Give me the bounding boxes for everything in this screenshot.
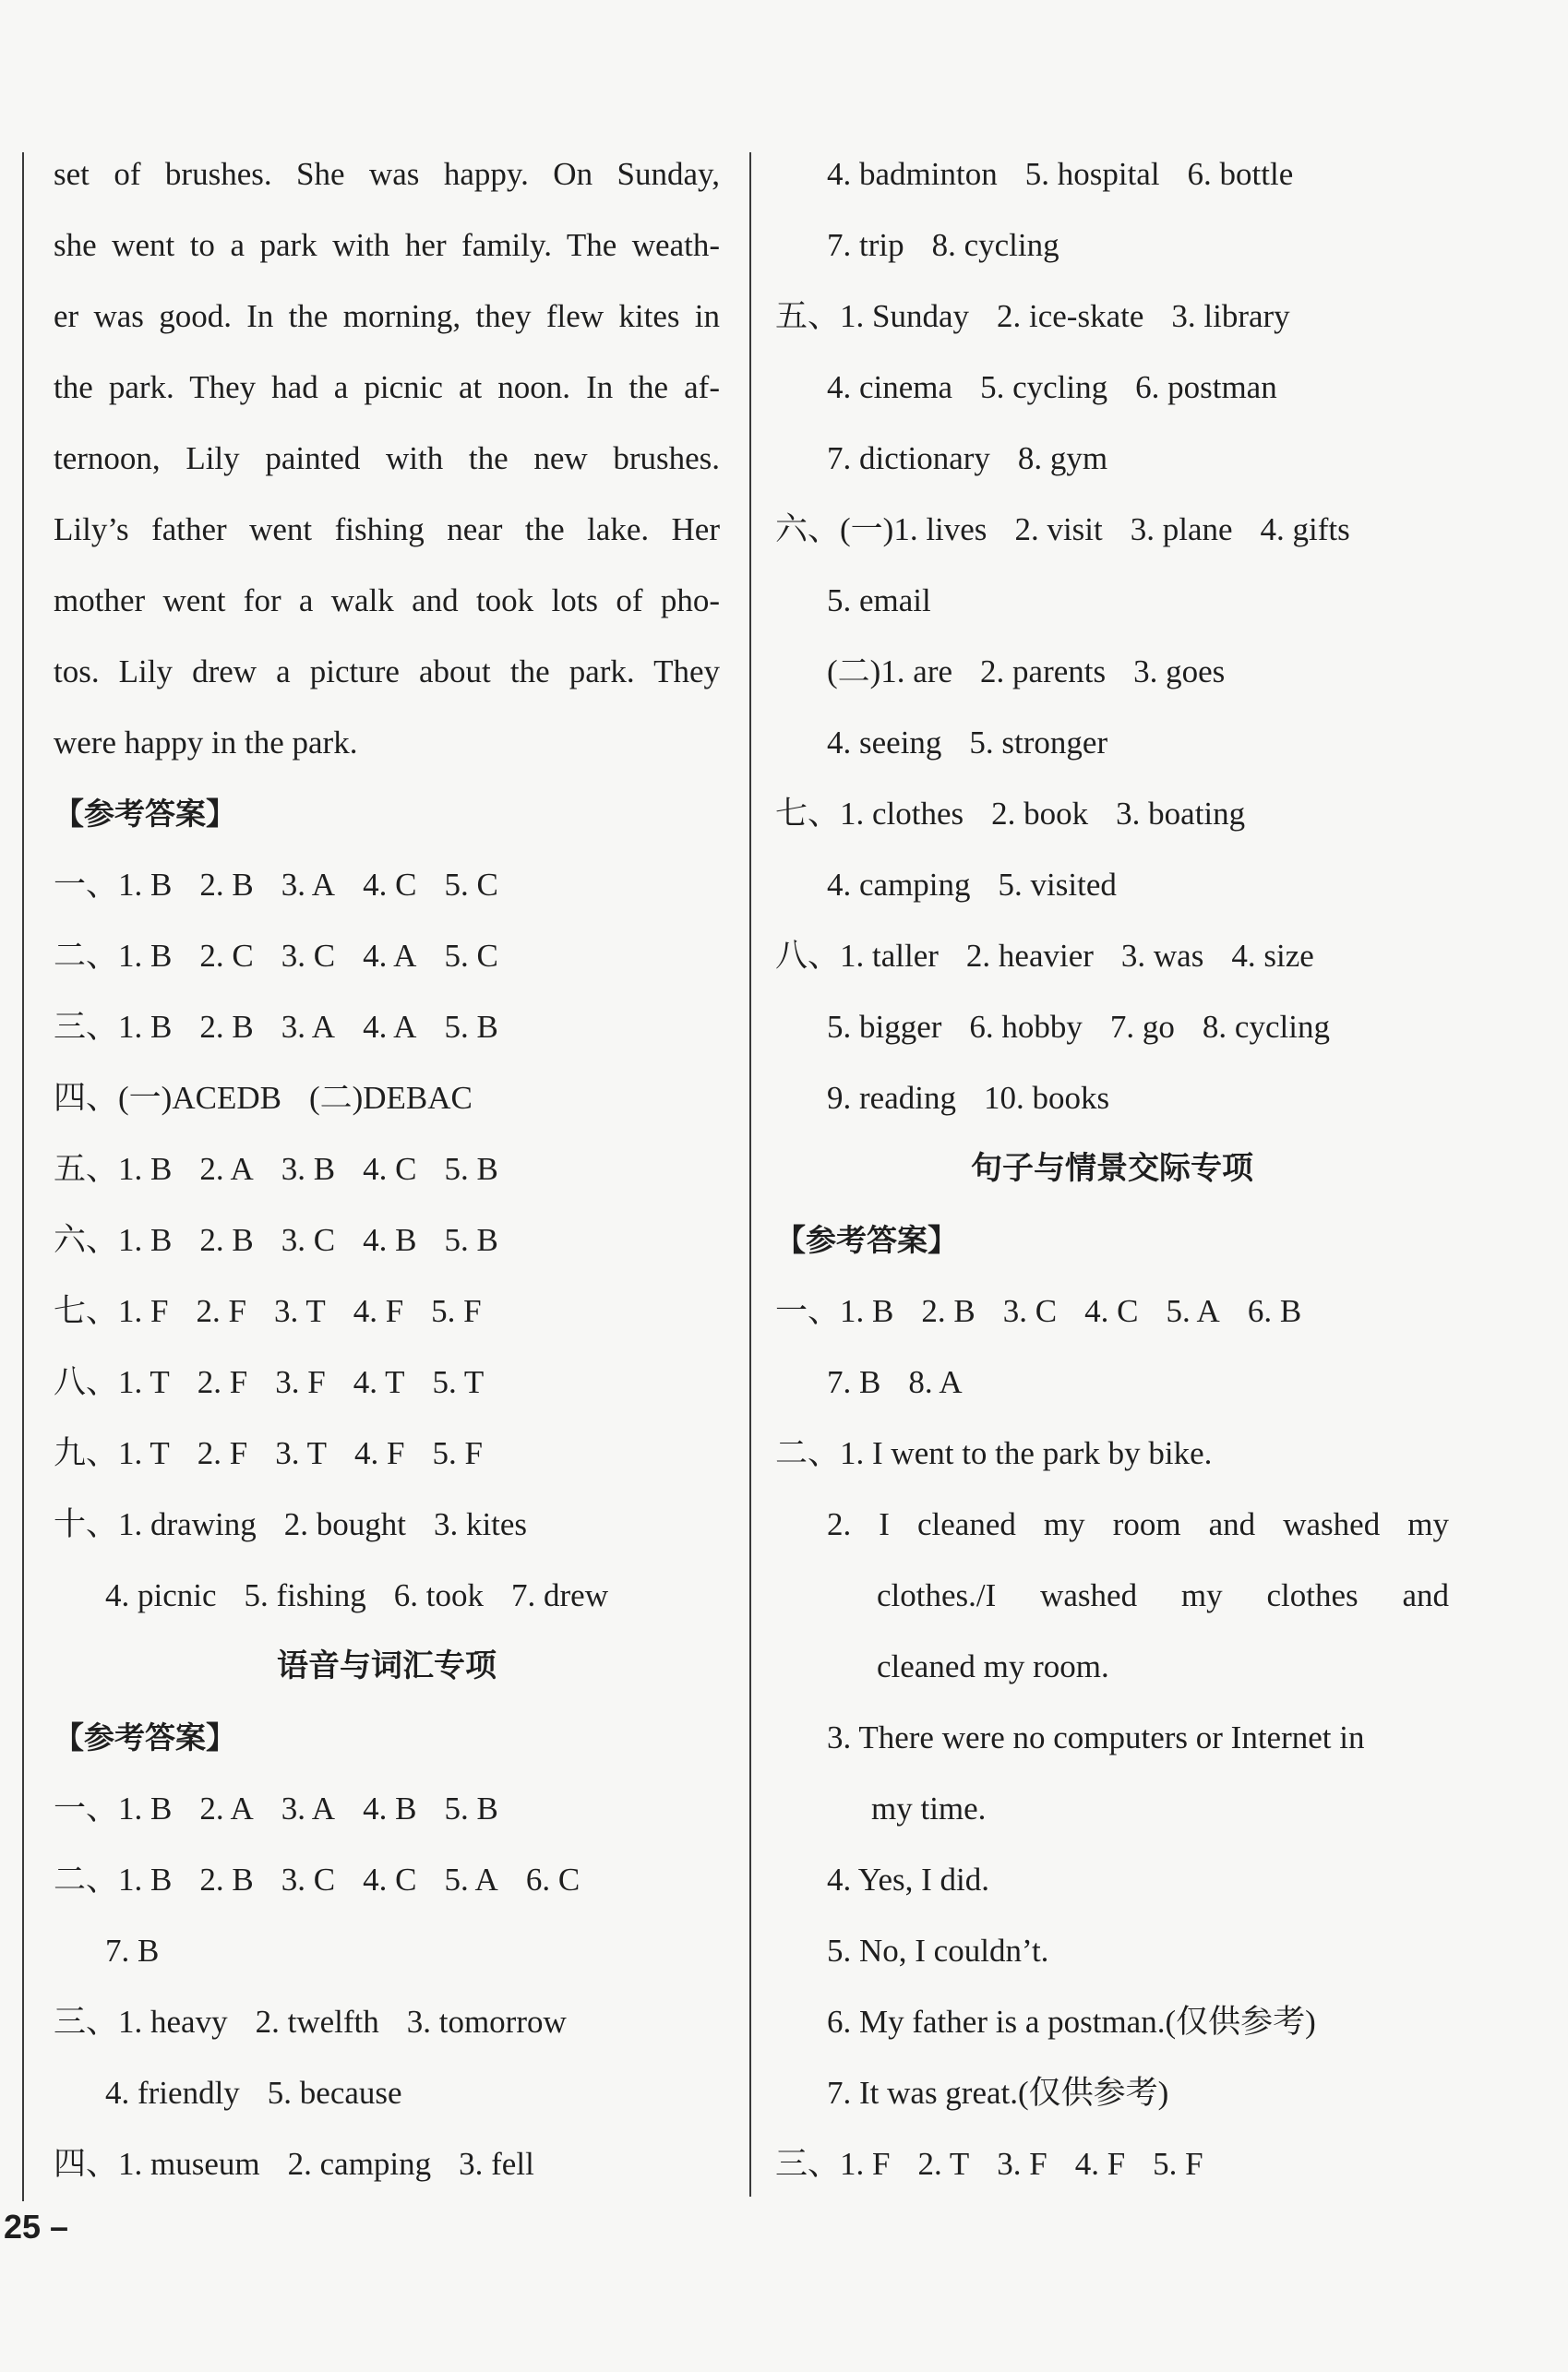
answer-item: 3. T	[275, 1435, 327, 1471]
answer-line	[54, 1347, 720, 1418]
answer-item: (一)1. lives	[840, 511, 987, 547]
answer-item: 3. kites	[433, 1506, 528, 1542]
answers-header: 【参考答案】	[54, 1719, 236, 1755]
answer-item: 2. B	[921, 1293, 976, 1329]
answer-item: 3. C	[281, 1862, 336, 1898]
answer-line	[54, 1133, 720, 1204]
answer-item: 3. A	[281, 1791, 336, 1827]
answer-list	[775, 1276, 1449, 1347]
answer-item: 7. dictionary	[827, 440, 990, 476]
answer-item: 6. bottle	[1187, 156, 1294, 192]
question-label: 六、	[775, 511, 841, 547]
answer-item: 3. tomorrow	[406, 2004, 567, 2040]
answer-item: 1. F	[118, 1293, 169, 1329]
answer-item: 3. library	[1171, 298, 1290, 334]
answer-line	[54, 1844, 720, 1915]
answer-item: 3. F	[275, 1364, 326, 1400]
answer-item: 1. B	[118, 1791, 173, 1827]
answer-item: 4. size	[1231, 938, 1314, 974]
answer-line	[54, 1773, 720, 1844]
question-label: 九、	[54, 1435, 119, 1471]
answer-sentence: 1. I went to the park by bike.	[840, 1435, 1213, 1471]
passage-line: were happy in the park.	[54, 725, 358, 761]
answer-list	[54, 1773, 720, 2199]
answer-item: 1. B	[118, 1862, 173, 1898]
question-label: 二、	[775, 1435, 841, 1471]
answer-line	[775, 636, 1449, 707]
passage-line: tos. Lily drew a picture about the park. They	[54, 653, 720, 689]
answer-line	[54, 849, 720, 920]
answer-item: 2. visit	[1014, 511, 1103, 547]
question-label: 六、	[54, 1222, 119, 1258]
answer-item: 2. B	[199, 867, 254, 903]
answer-item: 5. visited	[998, 867, 1117, 903]
answer-item: 2. bought	[283, 1506, 406, 1542]
answer-item: 2. twelfth	[255, 2004, 379, 2040]
answer-line: cleaned my room.	[877, 1648, 1109, 1684]
question-label: 三、	[775, 2146, 841, 2182]
answer-item: 4. C	[363, 1151, 417, 1187]
answer-item: 8. cycling	[931, 227, 1059, 263]
passage-line: she went to a park with her family. The weath-	[54, 227, 720, 263]
answer-line	[775, 1062, 1449, 1133]
left-column	[54, 138, 720, 2199]
answer-line: my time.	[871, 1791, 987, 1827]
answer-item: 4. A	[363, 1009, 417, 1045]
answer-item: 4. B	[363, 1791, 417, 1827]
answer-line	[54, 2057, 720, 2128]
answer-item: 1. B	[118, 1222, 173, 1258]
answer-item: 5. cycling	[980, 369, 1108, 405]
answer-item: 6. took	[393, 1577, 484, 1613]
answer-line	[775, 991, 1449, 1062]
answer-item: 4. picnic	[105, 1577, 217, 1613]
answer-item: (一)ACEDB	[118, 1080, 281, 1116]
question-label: 三、	[54, 1009, 119, 1045]
question-label: 一、	[54, 1791, 119, 1827]
question-label: 三、	[54, 2004, 119, 2040]
answer-line: clothes./I washed my clothes and	[877, 1577, 1449, 1613]
answer-item: 4. seeing	[827, 725, 942, 761]
left-margin-rule	[22, 152, 24, 2201]
answer-line	[775, 281, 1449, 352]
question-label: 七、	[54, 1293, 119, 1329]
answer-item: 7. drew	[511, 1577, 608, 1613]
answer-item: 2. F	[197, 1364, 248, 1400]
answer-item: 2. A	[199, 1791, 254, 1827]
passage-line: ternoon, Lily painted with the new brushes.	[54, 440, 720, 476]
answer-item: 5. F	[432, 1435, 483, 1471]
answer-line: 6. My father is a postman.(仅供参考)	[827, 2004, 1316, 2040]
question-label: 七、	[775, 796, 841, 832]
section-title-phonics-vocab: 语音与词汇专项	[277, 1647, 497, 1684]
answer-item: 3. B	[281, 1151, 336, 1187]
answer-item: 1. museum	[118, 2146, 260, 2182]
answer-item: 5. C	[444, 938, 498, 974]
question-label: 二、	[54, 938, 119, 974]
answer-item: 5. B	[444, 1009, 498, 1045]
answer-item: 2. ice-skate	[997, 298, 1144, 334]
answer-item: 9. reading	[827, 1080, 956, 1116]
answer-item: 6. hobby	[969, 1009, 1083, 1045]
answer-item: 5. stronger	[969, 725, 1108, 761]
question-label: 八、	[54, 1364, 119, 1400]
answer-item: 5. bigger	[827, 1009, 942, 1045]
answer-item: 3. plane	[1130, 511, 1233, 547]
answer-item: 5. fishing	[244, 1577, 366, 1613]
answer-item: 5. hospital	[1024, 156, 1160, 192]
passage-line: er was good. In the morning, they flew kites in	[54, 298, 720, 334]
answer-item: 1. B	[118, 1151, 173, 1187]
question-label: 八、	[775, 938, 841, 974]
answer-item: 8. A	[908, 1364, 963, 1400]
answer-list	[54, 849, 720, 1631]
answer-line	[54, 1276, 720, 1347]
answer-item: 4. C	[1084, 1293, 1139, 1329]
answer-line: 2. I cleaned my room and washed my	[827, 1506, 1449, 1542]
answer-item: (二)1. are	[827, 653, 953, 689]
answer-line	[54, 1986, 720, 2057]
answer-item: 1. Sunday	[840, 298, 970, 334]
answer-item: 4. F	[353, 1435, 405, 1471]
answer-item: 8. gym	[1017, 440, 1108, 476]
answer-item: 2. B	[199, 1009, 254, 1045]
answer-item: 8. cycling	[1202, 1009, 1330, 1045]
question-label: 五、	[775, 298, 841, 334]
answer-item: 7. B	[827, 1364, 881, 1400]
question-label: 十、	[54, 1506, 119, 1542]
answer-item: 4. T	[353, 1364, 405, 1400]
question-label: 一、	[54, 867, 119, 903]
answer-item: 4. F	[1074, 2146, 1126, 2182]
column-divider	[749, 152, 751, 2197]
answer-item: 3. boating	[1116, 796, 1246, 832]
question-label: 一、	[775, 1293, 841, 1329]
answer-item: 4. B	[363, 1222, 417, 1258]
answer-line	[775, 2128, 1449, 2199]
answer-item: 2. parents	[980, 653, 1107, 689]
answer-line	[775, 849, 1449, 920]
answer-line	[54, 1915, 720, 1986]
answer-item: 6. postman	[1135, 369, 1277, 405]
answer-line	[54, 2128, 720, 2199]
answer-line	[54, 1062, 720, 1133]
answer-item: 2. B	[199, 1862, 254, 1898]
answer-item: 4. A	[363, 938, 417, 974]
answer-line	[775, 778, 1449, 849]
answer-item: 3. was	[1120, 938, 1204, 974]
answer-line: 5. No, I couldn’t.	[827, 1933, 1049, 1969]
answer-item: 1. taller	[840, 938, 939, 974]
right-column	[775, 138, 1449, 2199]
answer-item: 5. A	[1166, 1293, 1220, 1329]
section-title-sentences: 句子与情景交际专项	[971, 1150, 1253, 1187]
answer-line	[54, 1204, 720, 1276]
answer-item: 3. goes	[1133, 653, 1226, 689]
answer-line	[775, 494, 1449, 565]
answer-item: 3. T	[273, 1293, 326, 1329]
answer-item: 1. B	[118, 867, 173, 903]
answer-item: 1. T	[118, 1364, 170, 1400]
answer-item: 4. badminton	[827, 156, 998, 192]
answer-line	[775, 707, 1449, 778]
answer-item: 5. B	[444, 1222, 498, 1258]
answer-item: 4. F	[353, 1293, 404, 1329]
answer-line	[775, 210, 1449, 281]
passage-line: set of brushes. She was happy. On Sunday,	[54, 156, 720, 192]
answer-item: 5. B	[444, 1791, 498, 1827]
answer-line	[775, 1276, 1449, 1347]
answer-item: 3. F	[997, 2146, 1047, 2182]
answer-line	[775, 920, 1449, 991]
reading-passage	[54, 138, 720, 778]
answer-item: 2. T	[917, 2146, 970, 2182]
answer-line: 7. It was great.(仅供参考)	[827, 2075, 1169, 2111]
answer-item: 2. book	[991, 796, 1089, 832]
answer-line: 4. Yes, I did.	[827, 1862, 990, 1898]
answer-line	[775, 352, 1449, 423]
answer-line	[54, 991, 720, 1062]
answer-item: 4. C	[363, 867, 417, 903]
answer-item: 1. B	[118, 1009, 173, 1045]
passage-line: the park. They had a picnic at noon. In the af-	[54, 369, 720, 405]
answer-line: 3. There were no computers or Internet in	[827, 1719, 1365, 1755]
answer-item: 1. clothes	[840, 796, 964, 832]
answer-item: 4. gifts	[1260, 511, 1350, 547]
answer-item: 5. C	[444, 867, 498, 903]
answer-item: 2. C	[199, 938, 254, 974]
answer-item: (二)DEBAC	[308, 1080, 473, 1116]
answer-line	[775, 1418, 1449, 1489]
answer-line	[54, 1418, 720, 1489]
page-number: 25 –	[4, 2208, 69, 2246]
answer-item: 4. C	[363, 1862, 417, 1898]
answer-list	[775, 2128, 1449, 2199]
answer-item: 7. go	[1109, 1009, 1175, 1045]
answer-item: 4. cinema	[827, 369, 953, 405]
answer-item: 1. B	[118, 938, 173, 974]
question-label: 四、	[54, 1080, 119, 1116]
answer-item: 2. F	[197, 1435, 248, 1471]
answer-item: 7. trip	[827, 227, 904, 263]
answer-item: 5. T	[432, 1364, 485, 1400]
question-label: 二、	[54, 1862, 119, 1898]
answer-item: 3. C	[1002, 1293, 1058, 1329]
answer-item: 2. F	[196, 1293, 246, 1329]
answer-item: 2. camping	[287, 2146, 432, 2182]
answer-item: 10. books	[983, 1080, 1110, 1116]
answer-item: 3. A	[281, 867, 336, 903]
answers-header: 【参考答案】	[54, 796, 236, 832]
answer-line	[54, 1489, 720, 1560]
answer-item: 1. B	[840, 1293, 894, 1329]
answer-line	[775, 1347, 1449, 1418]
answer-item: 2. heavier	[965, 938, 1094, 974]
answer-line	[54, 920, 720, 991]
answer-item: 1. drawing	[118, 1506, 257, 1542]
answer-item: 2. B	[199, 1222, 254, 1258]
answer-item: 4. camping	[827, 867, 971, 903]
answers-header: 【参考答案】	[775, 1222, 958, 1258]
answer-item: 5. A	[444, 1862, 498, 1898]
answer-line	[54, 1560, 720, 1631]
passage-line: mother went for a walk and took lots of pho-	[54, 582, 720, 618]
answer-line	[775, 423, 1449, 494]
answer-list	[775, 138, 1449, 1133]
answer-item: 6. C	[525, 1862, 581, 1898]
answer-item: 3. C	[281, 938, 336, 974]
answer-item: 1. T	[118, 1435, 170, 1471]
answer-item: 5. B	[444, 1151, 498, 1187]
answer-item: 5. F	[431, 1293, 482, 1329]
passage-line: Lily’s father went fishing near the lake. Her	[54, 511, 720, 547]
answer-item: 6. B	[1247, 1293, 1302, 1329]
answer-item: 4. friendly	[105, 2075, 240, 2111]
question-label: 四、	[54, 2146, 119, 2182]
answer-line	[775, 138, 1449, 210]
answer-item: 5. email	[827, 582, 931, 618]
answer-item: 3. fell	[459, 2146, 534, 2182]
answer-item: 1. F	[840, 2146, 891, 2182]
answer-item: 5. F	[1153, 2146, 1203, 2182]
answer-item: 3. A	[281, 1009, 336, 1045]
answer-item: 3. C	[281, 1222, 336, 1258]
answer-item: 5. because	[267, 2075, 402, 2111]
answer-item: 1. heavy	[118, 2004, 228, 2040]
answer-line	[775, 565, 1449, 636]
answer-item: 2. A	[199, 1151, 254, 1187]
question-label: 五、	[54, 1151, 119, 1187]
answer-item: 7. B	[105, 1933, 160, 1969]
